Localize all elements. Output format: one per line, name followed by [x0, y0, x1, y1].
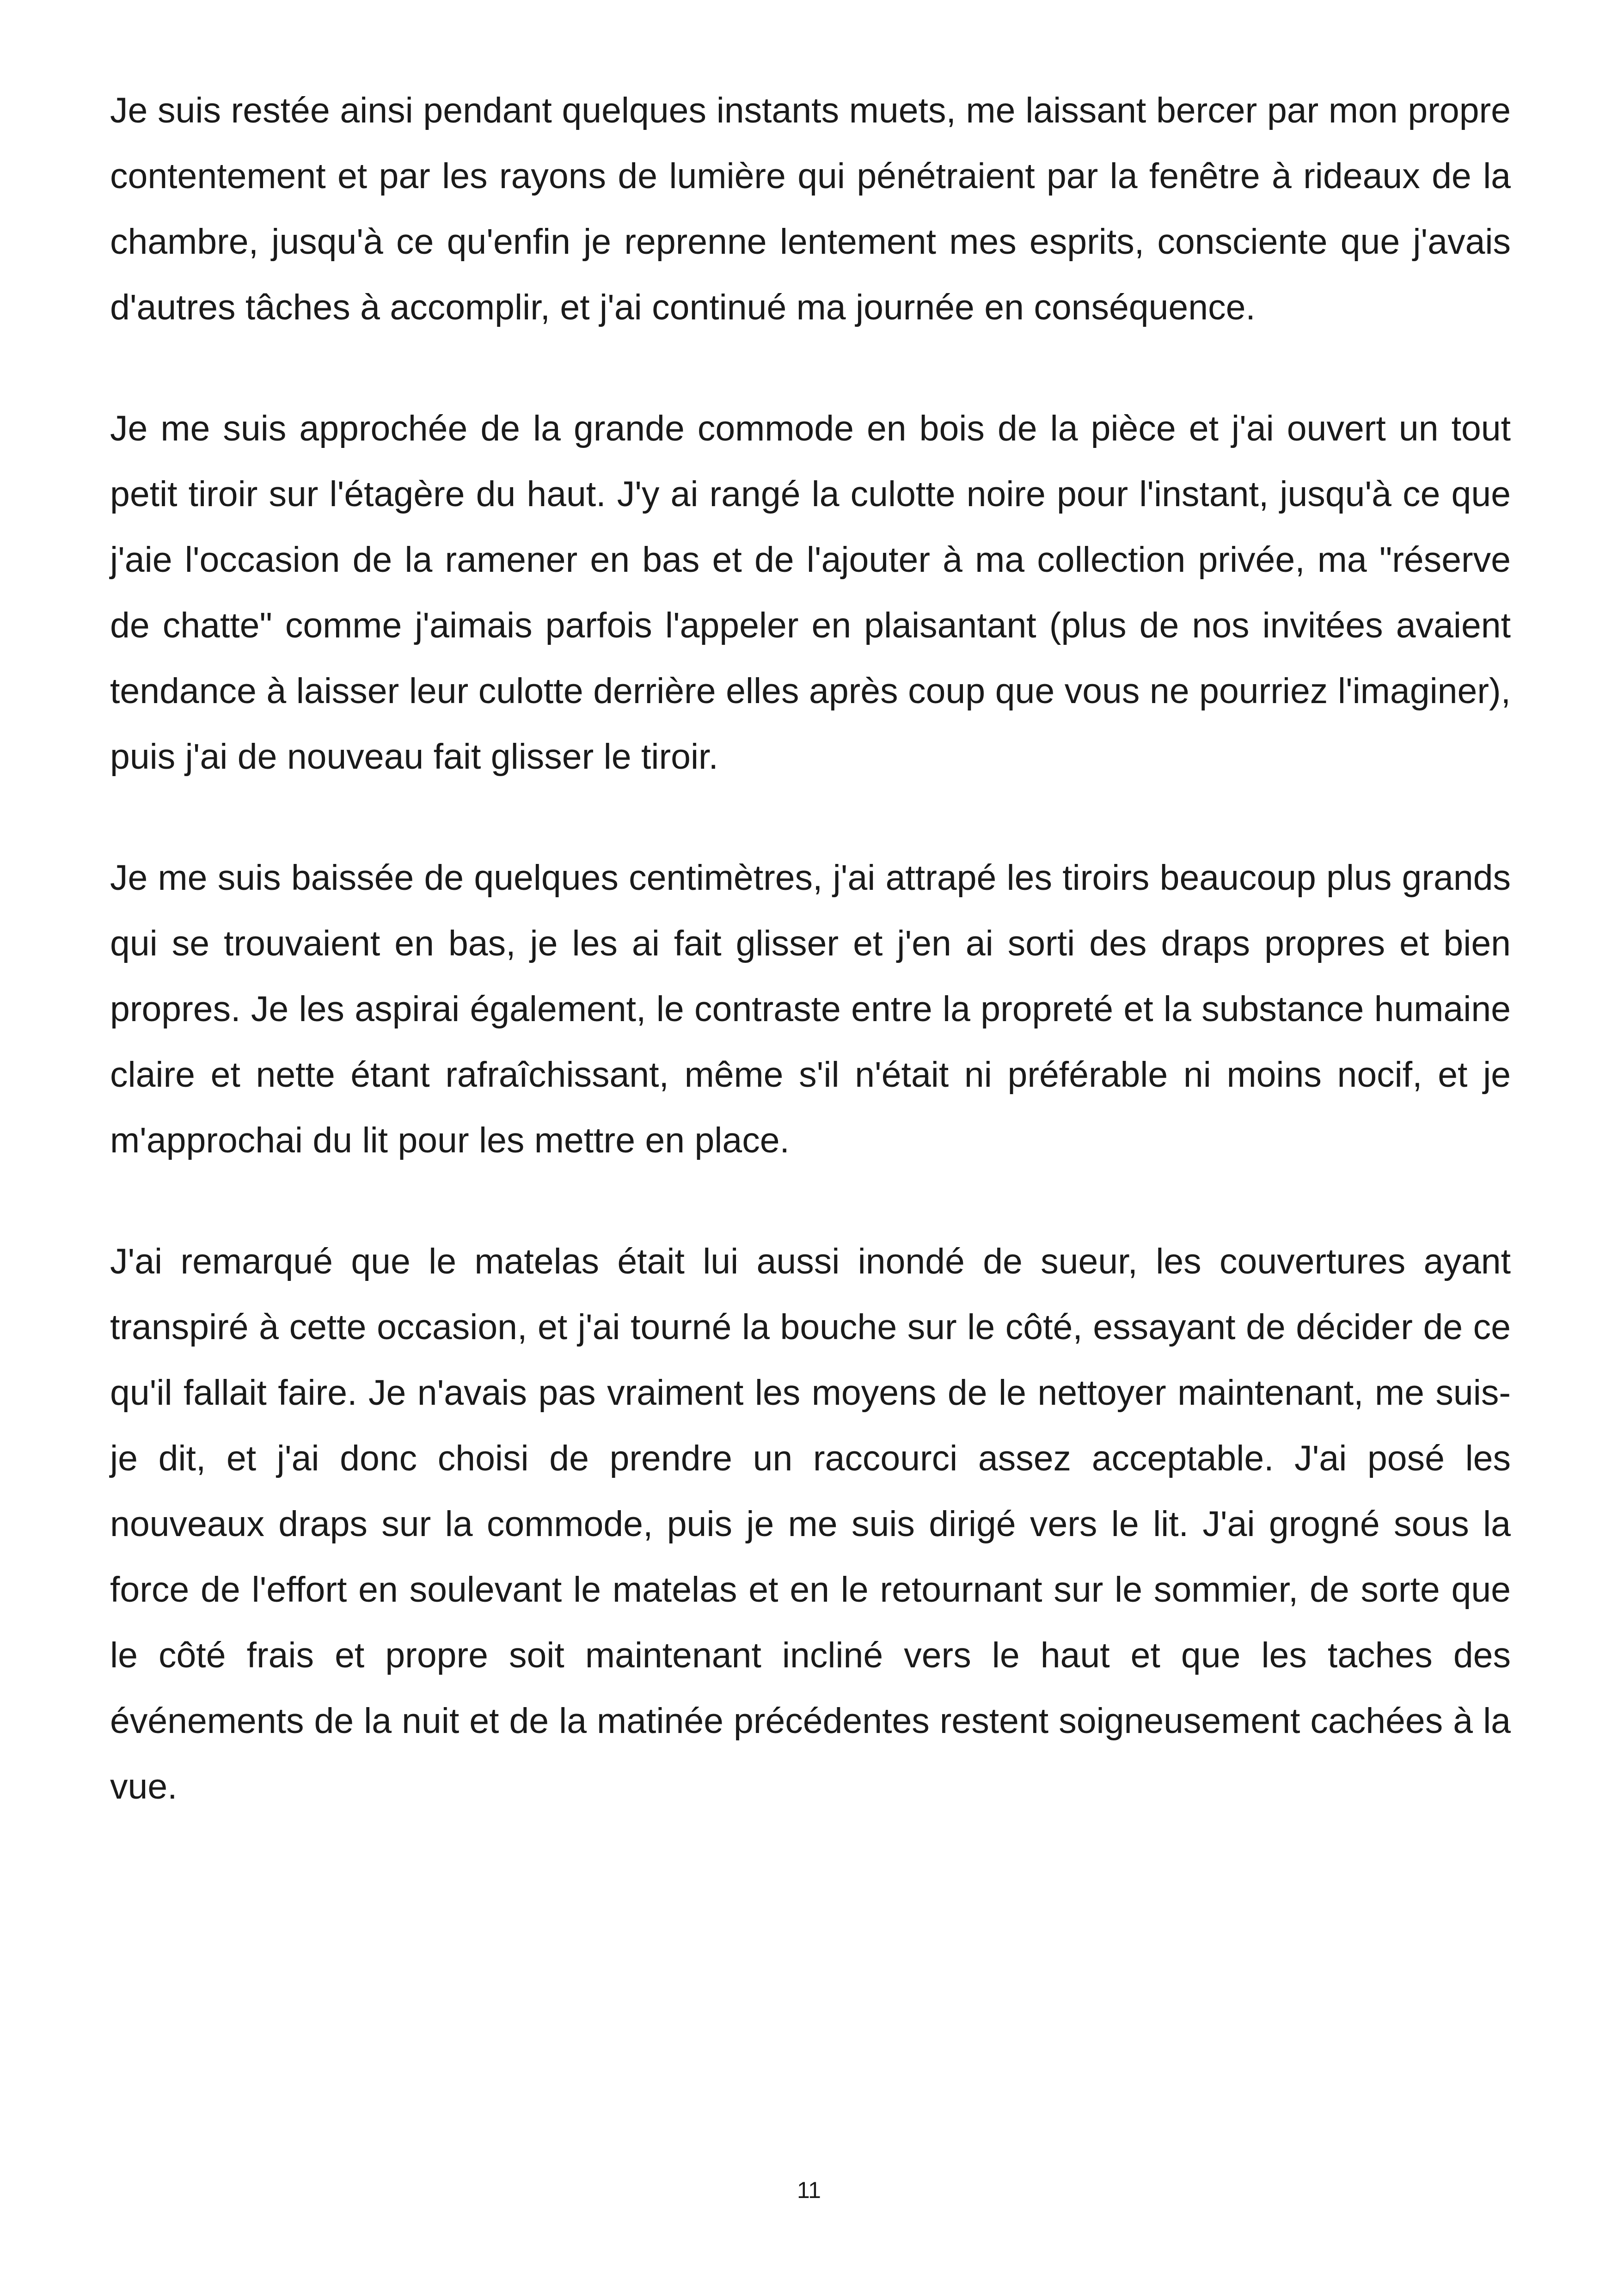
paragraph: Je me suis baissée de quelques centimètres, j'ai attrapé les tiroirs beaucoup plus grands qui se trouvaient en bas, je les ai fait glisser et j'en ai sorti des draps propres et bien propres. Je les aspirai également, le contraste entre la propreté et la substance humaine claire et nette étant rafraîchissant, même s'il n'était ni préférable ni moins nocif, et je m'approchai du lit pour les mettre en place. [110, 858, 1511, 1160]
page-number: 11 [797, 2177, 821, 2203]
body-text [110, 78, 1511, 1819]
paragraph: Je suis restée ainsi pendant quelques instants muets, me laissant bercer par mon propre contentement et par les rayons de lumière qui pénétraient par la fenêtre à rideaux de la chambre, jusqu'à ce qu'enfin je reprenne lentement mes esprits, consciente que j'avais d'autres tâches à accomplir, et j'ai continué ma journée en conséquence. [110, 91, 1511, 327]
paragraph: J'ai remarqué que le matelas était lui aussi inondé de sueur, les couvertures ayant transpiré à cette occasion, et j'ai tourné la bouche sur le côté, essayant de décider de ce qu'il fallait faire. Je n'avais pas vraiment les moyens de le nettoyer maintenant, me suis-je dit, et j'ai donc choisi de prendre un raccourci assez acceptable. J'ai posé les nouveaux draps sur la commode, puis je me suis dirigé vers le lit. J'ai grogné sous la force de l'effort en soulevant le matelas et en le retournant sur le sommier, de sorte que le côté frais et propre soit maintenant incliné vers le haut et que les taches des événements de la nuit et de la matinée précédentes restent soigneusement cachées à la vue. [110, 1242, 1511, 1806]
paragraph: Je me suis approchée de la grande commode en bois de la pièce et j'ai ouvert un tout petit tiroir sur l'étagère du haut. J'y ai rangé la culotte noire pour l'instant, jusqu'à ce que j'aie l'occasion de la ramener en bas et de l'ajouter à ma collection privée, ma "réserve de chatte" comme j'aimais parfois l'appeler en plaisantant (plus de nos invitées avaient tendance à laisser leur culotte derrière elles après coup que vous ne pourriez l'imaginer), puis j'ai de nouveau fait glisser le tiroir. [110, 409, 1511, 777]
